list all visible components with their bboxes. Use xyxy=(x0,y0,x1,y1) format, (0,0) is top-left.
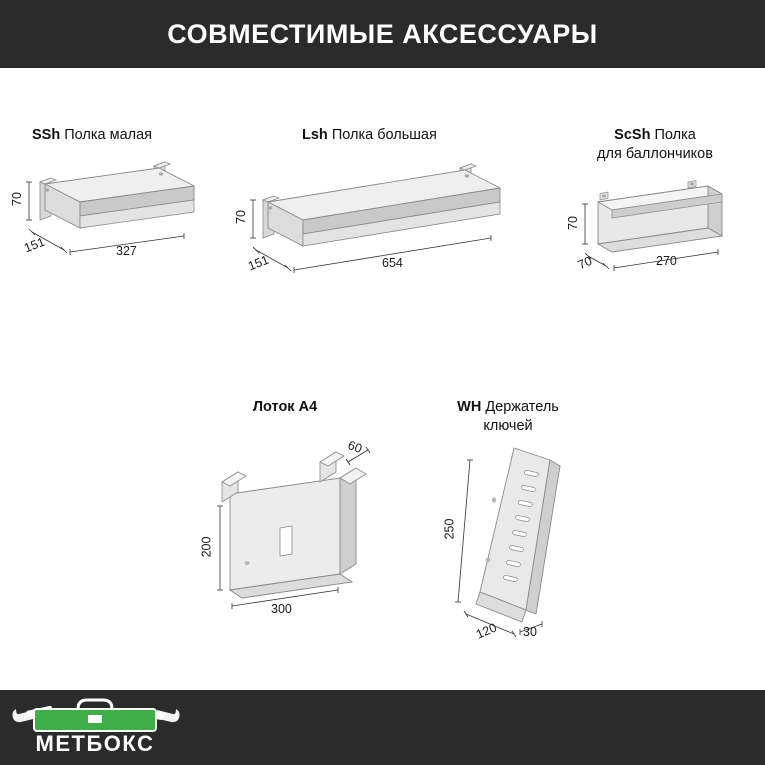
item-wh-dim-30: 30 xyxy=(523,625,537,639)
item-wh-caption xyxy=(418,398,598,436)
item-ssh-dim-151: 151 xyxy=(22,234,47,256)
item-wh-code: WH xyxy=(457,399,482,415)
item-wh-dim-120: 120 xyxy=(474,620,499,642)
item-tray-dim-300: 300 xyxy=(271,602,292,616)
header-bar xyxy=(0,0,765,68)
item-scsh-name2: для баллончиков xyxy=(597,146,713,163)
item-scsh-dim-70h: 70 xyxy=(565,216,580,230)
item-scsh-dim-270: 270 xyxy=(656,254,677,268)
item-scsh-dim-70d: 70 xyxy=(575,253,595,273)
shelf-small-icon xyxy=(9,160,248,280)
item-ssh-code: SSh xyxy=(32,127,61,143)
item-lsh-dim-151: 151 xyxy=(246,252,271,274)
shelf-large-icon xyxy=(233,160,545,290)
item-ssh[interactable] xyxy=(9,126,248,258)
item-tray-name: A4 xyxy=(298,399,318,415)
item-wh-name: Держатель xyxy=(485,399,559,415)
item-wh-name2: ключей xyxy=(483,418,533,435)
item-tray-dim-200: 200 xyxy=(199,536,214,558)
tray-a4-icon xyxy=(180,432,410,632)
item-tray-a4[interactable] xyxy=(180,398,410,616)
item-lsh-dim-70: 70 xyxy=(233,210,248,224)
shelf-cans-icon xyxy=(560,180,760,300)
brand-name: МЕТБОКС xyxy=(35,730,155,756)
item-lsh-dim-654: 654 xyxy=(382,256,403,270)
footer-bar xyxy=(0,690,765,765)
brand-logo[interactable] xyxy=(8,695,188,761)
item-lsh[interactable] xyxy=(233,126,545,274)
item-lsh-code: Lsh xyxy=(302,127,328,143)
page-title: СОВМЕСТИМЫЕ АКСЕССУАРЫ xyxy=(167,18,598,49)
accessories-grid xyxy=(0,68,765,690)
item-scsh[interactable] xyxy=(560,126,760,273)
item-scsh-caption xyxy=(560,126,750,164)
toolbox-icon xyxy=(8,695,188,761)
item-lsh-name: Полка большая xyxy=(331,127,437,143)
item-wrench-holder[interactable] xyxy=(418,398,618,642)
item-ssh-dim-327: 327 xyxy=(116,244,137,258)
item-lsh-caption xyxy=(302,126,545,145)
wrench-holder-icon xyxy=(418,442,618,652)
item-ssh-dim-70: 70 xyxy=(9,192,24,206)
item-wh-dim-250: 250 xyxy=(442,518,457,540)
item-tray-dim-60: 60 xyxy=(346,438,364,456)
item-scsh-name: Полка xyxy=(654,127,696,143)
item-ssh-caption xyxy=(32,126,248,145)
item-tray-caption xyxy=(180,398,390,417)
item-scsh-code: ScSh xyxy=(614,127,651,143)
item-ssh-name: Полка малая xyxy=(64,127,153,143)
item-tray-code: Лоток xyxy=(252,399,295,415)
